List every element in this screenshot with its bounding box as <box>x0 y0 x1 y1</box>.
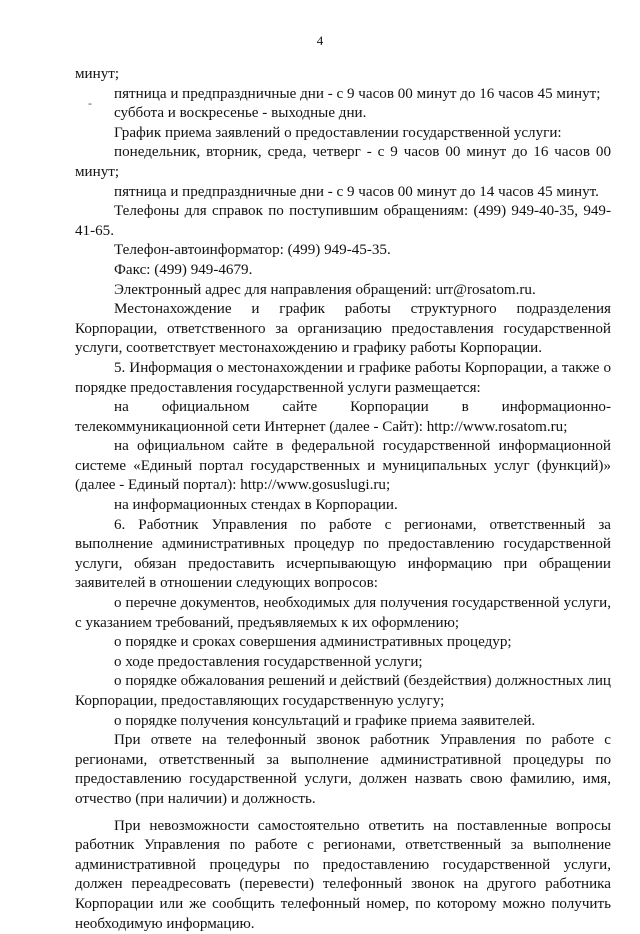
paragraph: При невозможности самостоятельно ответить на поставленные вопросы работник Управления по работе с регионами, ответственный за выполнение административной процедуры по предоставлению государственной услуги, должен переадресовать (перевести) телефонный звонок на другого работника Корпорации или же сообщить телефонный номер, по которому можно получить необходимую информацию. <box>75 817 611 932</box>
paragraph: о ходе предоставления государственной услуги; <box>114 653 423 670</box>
margin-mark: - <box>88 96 92 110</box>
paragraph: пятница и предпраздничные дни - с 9 часов 00 минут до 16 часов 45 минут; <box>114 85 601 102</box>
paragraph: 6. Работник Управления по работе с регионами, ответственный за выполнение административных процедур по предоставлению государственной услуги, обязан предоставить исчерпывающую информацию при обращении заявителей в отношении следующих вопросов: <box>75 516 611 592</box>
page-number: 4 <box>316 33 324 48</box>
paragraph: Электронный адрес для направления обращений: urr@rosatom.ru. <box>114 281 536 298</box>
paragraph: Местонахождение и график работы структурного подразделения Корпорации, ответственного за организацию предоставления государственной услуги, соответствует местонахождению и графику работы Корпорации. <box>75 301 611 357</box>
paragraph: суббота и воскресенье - выходные дни. <box>114 105 367 122</box>
paragraph: пятница и предпраздничные дни - с 9 часов 00 минут до 14 часов 45 минут. <box>114 183 599 200</box>
paragraph: о порядке обжалования решений и действий (бездействия) должностных лиц Корпорации, предоставляющих государственную услугу; <box>75 673 611 709</box>
paragraph: на информационных стендах в Корпорации. <box>114 497 398 514</box>
paragraph: Факс: (499) 949-4679. <box>114 261 253 278</box>
paragraph: При ответе на телефонный звонок работник Управления по работе с регионами, ответственный за выполнение административной процедуры по предоставлению государственной услуги, должен назвать свою фамилию, имя, отчество (при наличии) и должность. <box>75 732 611 807</box>
paragraph: График приема заявлений о предоставлении государственной услуги: <box>114 124 562 141</box>
paragraph: Телефоны для справок по поступившим обращениям: (499) 949-40-35, 949-41-65. <box>75 203 611 239</box>
paragraph: 5. Информация о местонахождении и графике работы Корпорации, а также о порядке предоставления государственной услуги размещается: <box>75 359 611 396</box>
paragraph: о перечне документов, необходимых для получения государственной услуги, с указанием требований, предъявляемых к их оформлению; <box>75 595 611 631</box>
paragraph: минут; <box>75 66 120 82</box>
paragraph: на официальном сайте в федеральной государственной информационной системе «Единый портал государственных и муниципальных услуг (функций)» (далее - Единый портал): http://www.gosuslugi.ru; <box>75 438 611 494</box>
paragraph: о порядке и сроках совершения административных процедур; <box>114 634 512 651</box>
paragraph: о порядке получения консультаций и графике приема заявителей. <box>114 712 536 729</box>
paragraph: понедельник, вторник, среда, четверг - с 9 часов 00 минут до 16 часов 00 минут; <box>75 144 611 180</box>
paragraph: Телефон-автоинформатор: (499) 949-45-35. <box>114 242 391 259</box>
document-body <box>75 65 611 934</box>
paragraph: на официальном сайте Корпорации в информационно-телекоммуникационной сети Интернет (далее - Сайт): http://www.rosatom.ru; <box>75 399 611 435</box>
